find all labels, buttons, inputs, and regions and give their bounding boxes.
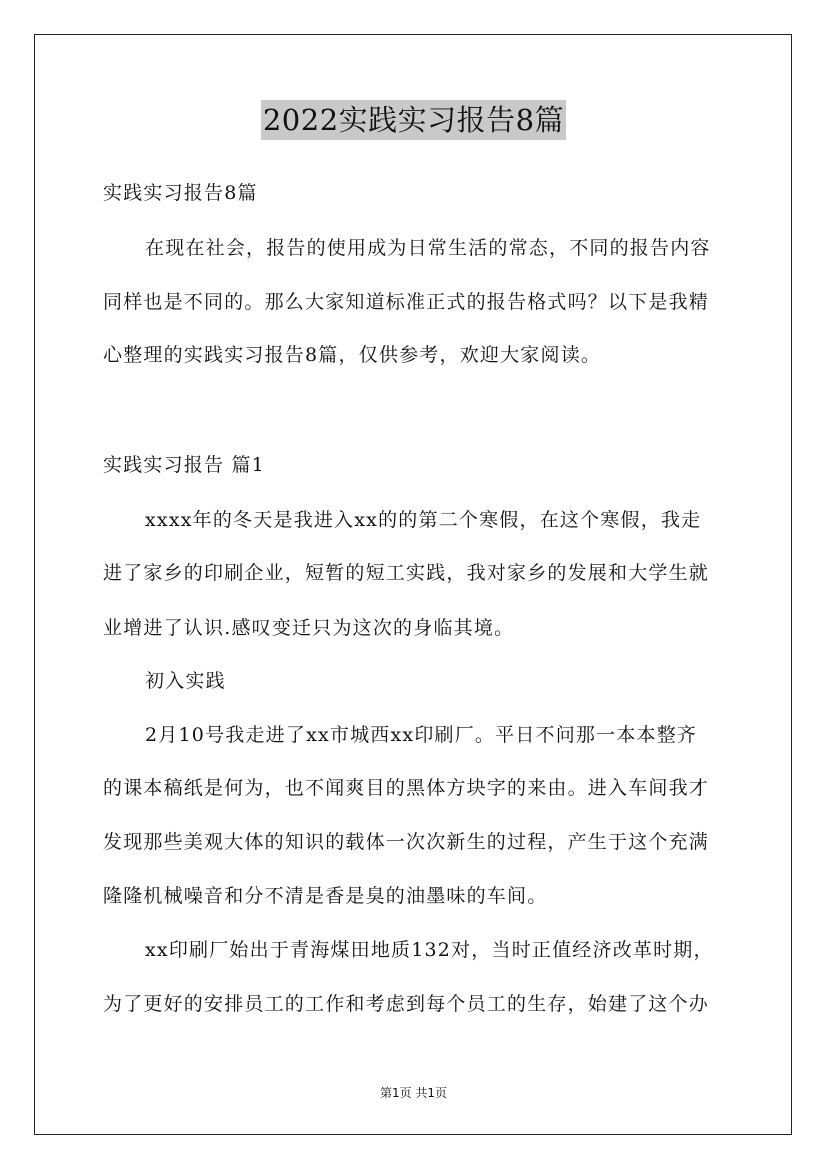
page-footer: 第1页 共1页	[379, 1086, 448, 1100]
paragraph-line: 为了更好的安排员工的工作和考虑到每个员工的生存，始建了这个办	[103, 993, 710, 1015]
title-wrapper	[0, 100, 827, 140]
document-title: 2022实践实习报告8篇	[261, 100, 566, 140]
paragraph-line: 2月10号我走进了xx市城西xx印刷厂。平日不问那一本本整齐	[145, 724, 698, 746]
section-heading: 实践实习报告8篇	[103, 182, 258, 204]
paragraph-line: 同样也是不同的。那么大家知道标准正式的报告格式吗？以下是我精	[103, 291, 710, 313]
paragraph-line: 业增进了认识.感叹变迁只为这次的身临其境。	[103, 617, 515, 639]
section-heading: 实践实习报告 篇1	[103, 454, 265, 476]
paragraph-line: 隆隆机械噪音和分不清是香是臭的油墨味的车间。	[103, 885, 548, 907]
subheading: 初入实践	[145, 670, 226, 692]
paragraph-line: xx印刷厂始出于青海煤田地质132对，当时正值经济改革时期，	[145, 939, 714, 961]
paragraph-line: 发现那些美观大体的知识的载体一次次新生的过程，产生于这个充满	[103, 831, 710, 853]
paragraph-line: xxxx年的冬天是我进入xx的的第二个寒假，在这个寒假，我走	[145, 509, 702, 531]
paragraph-line: 在现在社会，报告的使用成为日常生活的常态，不同的报告内容	[145, 237, 711, 259]
paragraph-line: 心整理的实践实习报告8篇，仅供参考，欢迎大家阅读。	[103, 344, 602, 366]
paragraph-line: 的课本稿纸是何为，也不闻爽目的黑体方块字的来由。进入车间我才	[103, 777, 710, 799]
paragraph-line: 进了家乡的印刷企业，短暂的短工实践，我对家乡的发展和大学生就	[103, 562, 710, 584]
